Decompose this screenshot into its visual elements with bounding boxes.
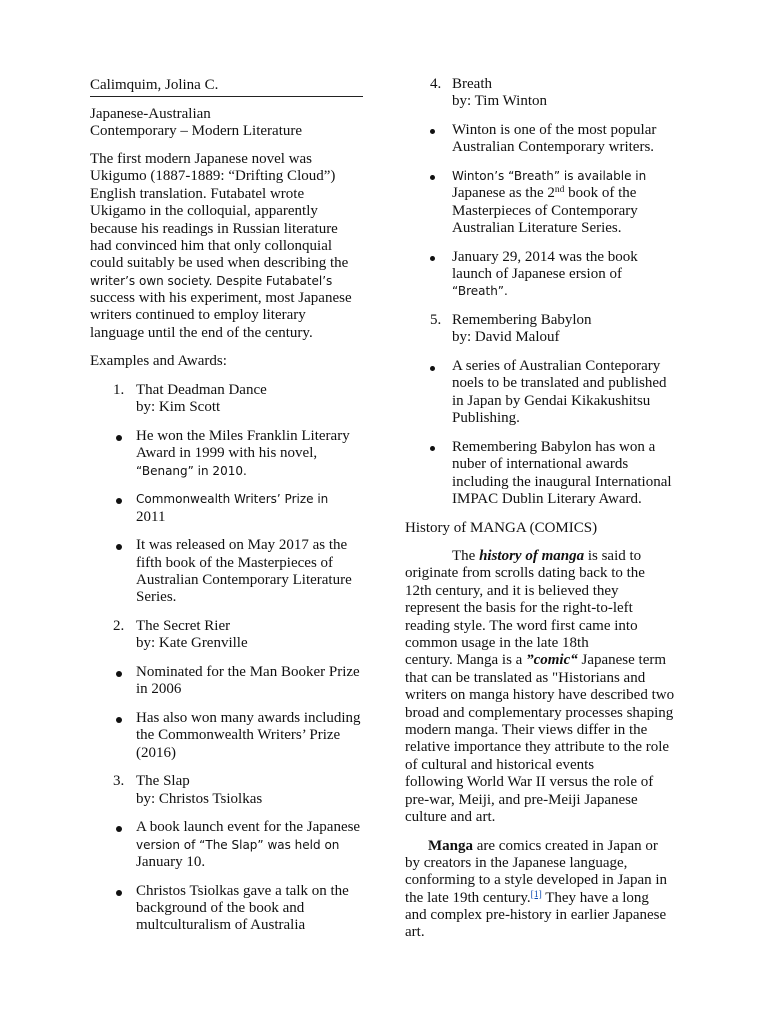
bullet-text-line: noels to be translated and published [452, 375, 667, 392]
paragraph-line: success with his experiment, most Japanese [90, 290, 352, 307]
bullet-item [90, 537, 366, 607]
paragraph-line [405, 838, 725, 855]
subtitle-line: Contemporary – Modern Literature [90, 123, 303, 140]
bullet-item [405, 122, 725, 157]
numbered-item [90, 382, 366, 417]
paragraph-line: relative importance they attribute to the role [405, 739, 670, 756]
work-title: The Secret Rier [136, 618, 231, 635]
text-segment: the late 19th century. [405, 889, 531, 906]
work-title: That Deadman Dance [136, 382, 267, 399]
emphasis-text: ”comic“ [526, 652, 578, 669]
numbered-item [90, 618, 366, 653]
paragraph-line: because his readings in Russian literature [90, 220, 338, 237]
paragraph-line: originate from scrolls dating back to the [405, 565, 645, 582]
bullet-text-line: Remembering Babylon has won a [452, 438, 656, 455]
numbered-item [405, 312, 725, 347]
work-author: by: Christos Tsiolkas [136, 790, 263, 807]
bullet-text-line: multculturalism of Australia [136, 917, 306, 934]
paragraph-line: culture and art. [405, 808, 496, 825]
bullet-item [90, 664, 366, 699]
bullet-text-line: Australian Contemporary Literature [136, 572, 352, 589]
paragraph-line: had convinced him that only collonquial [90, 237, 333, 254]
bullet-text-line: fifth book of the Masterpieces of [136, 554, 334, 571]
paragraph-line: pre-war, Meiji, and pre-Meiji Japanese [405, 791, 638, 808]
numbered-item [405, 76, 725, 111]
bullet-text-line: Publishing. [452, 410, 520, 427]
bullet-text-line: Winton’s “Breath” is available in [452, 168, 647, 183]
text-segment: Japanese term [577, 652, 667, 669]
header-rule [90, 96, 363, 97]
paragraph-line: could suitably be used when describing the [90, 255, 349, 272]
paragraph-line: The first modern Japanese novel was [90, 150, 313, 167]
paragraph-line: Ukigamo in the colloquial, apparently [90, 203, 318, 220]
bullet-text-line: He won the Miles Franklin Literary [136, 427, 350, 444]
bullet-icon [116, 671, 122, 677]
bullet-icon [116, 717, 122, 723]
paragraph-line: by creators in the Japanese language, [405, 854, 628, 871]
bullet-item [90, 710, 366, 762]
bullet-icon [116, 826, 122, 832]
bullet-text-line: Winton is one of the most popular [452, 121, 657, 138]
bullet-text-line: A series of Australian Conteporary [452, 358, 661, 375]
paragraph-line [405, 890, 725, 907]
work-author: by: Kim Scott [136, 399, 221, 416]
paragraph-line: art. [405, 924, 425, 941]
bullet-text-line [452, 185, 725, 202]
bullet-text-line: Australian Literature Series. [452, 220, 622, 237]
numbered-item [90, 773, 366, 808]
paragraph-line: language until the end of the century. [90, 324, 313, 341]
section-heading: History of MANGA (COMICS) [405, 519, 598, 536]
paragraph-line: following World War II versus the role of [405, 774, 654, 791]
paragraph-line: writers on manga history have described two [405, 687, 675, 704]
paragraph-line: common usage in the late 18th [405, 635, 589, 652]
bullet-icon [430, 446, 435, 451]
text-segment: The [452, 548, 480, 565]
bullet-text-line: in Japan by Gendai Kikakushitsu [452, 392, 651, 409]
bullet-item [405, 168, 725, 238]
bullet-icon [116, 498, 122, 504]
bullet-icon [430, 366, 435, 371]
strong-text: Manga [428, 837, 473, 854]
bullet-icon [116, 890, 122, 896]
paragraph-line: Ukigumo (1887-1889: “Drifting Cloud”) [90, 168, 336, 185]
bullet-text-line: version of “The Slap” was held on [136, 837, 340, 852]
paragraph-line [405, 652, 725, 669]
document-subtitle [90, 106, 366, 141]
right-column [405, 76, 725, 942]
subtitle-line: Japanese-Australian [90, 105, 211, 122]
bullet-text-line: “Benang” in 2010. [136, 463, 247, 478]
paragraph-line: that can be translated as "Historians and [405, 669, 646, 686]
bullet-icon [116, 435, 122, 441]
ordinal-suffix: nd [554, 185, 565, 196]
bullet-text-line: in 2006 [136, 681, 182, 698]
bullet-item [90, 819, 366, 871]
bullet-text-line: Series. [136, 589, 177, 606]
paragraph-line: broad and complementary processes shaping [405, 704, 674, 721]
paragraph-line: conforming to a style developed in Japan in [405, 872, 668, 889]
list-number: 5. [430, 312, 442, 329]
bullet-text-line: (2016) [136, 744, 176, 761]
bullet-text-line: 2011 [136, 508, 166, 525]
bullet-text-line: Australian Contemporary writers. [452, 139, 655, 156]
text-segment: Japanese as the 2 [452, 185, 555, 202]
bullet-item [90, 491, 366, 526]
bullet-text-line: January 10. [136, 854, 206, 871]
bullet-text-line: Award in 1999 with his novel, [136, 445, 318, 462]
intro-paragraph [90, 151, 366, 342]
manga-paragraph-1 [405, 548, 725, 826]
paragraph-line: writers continued to employ literary [90, 307, 306, 324]
work-title: Remembering Babylon [452, 312, 592, 329]
bullet-icon [430, 175, 435, 180]
paragraph-line: English translation. Futabatel wrote [90, 185, 305, 202]
paragraph-line: 12th century, and it is believed they [405, 582, 619, 599]
paragraph-line [405, 548, 725, 565]
bullet-text-line: “Breath”. [452, 284, 508, 299]
text-segment: is said to [584, 548, 642, 565]
text-segment: book of the [564, 185, 637, 202]
bullet-item [405, 439, 725, 509]
bullet-text-line: launch of Japanese ersion of [452, 266, 622, 283]
bullet-text-line: A book launch event for the Japanese [136, 819, 361, 836]
author-name: Calimquim, Jolina C. [90, 77, 219, 93]
bullet-text-line: Has also won many awards including [136, 710, 361, 726]
paragraph-line: writer’s own society. Despite Futabatel’s [90, 273, 333, 288]
left-column [90, 77, 366, 935]
examples-heading: Examples and Awards: [90, 353, 227, 370]
work-title: Breath [452, 76, 492, 92]
bullet-text-line: including the inaugural International [452, 473, 672, 490]
bullet-text-line: Commonwealth Writers’ Prize in [136, 492, 329, 507]
bullet-icon [430, 129, 435, 134]
manga-paragraph-2 [405, 838, 725, 942]
bullet-text-line: nuber of international awards [452, 456, 629, 473]
list-number: 2. [113, 618, 125, 635]
bullet-item [405, 358, 725, 428]
bullet-text-line: Christos Tsiolkas gave a talk on the [136, 882, 349, 899]
bullet-text-line: It was released on May 2017 as the [136, 537, 348, 554]
paragraph-line: of cultural and historical events [405, 756, 595, 773]
paragraph-line: modern manga. Their views differ in the [405, 722, 648, 738]
bullet-item [90, 428, 366, 480]
work-author: by: Tim Winton [452, 93, 547, 110]
list-number: 3. [113, 773, 125, 790]
bullet-text-line: IMPAC Dublin Literary Award. [452, 490, 642, 507]
bullet-item [405, 249, 725, 301]
work-author: by: David Malouf [452, 329, 560, 346]
citation-link[interactable]: [1] [530, 889, 542, 900]
paragraph-line: and complex pre-history in earlier Japanese [405, 907, 667, 924]
bullet-item [90, 883, 366, 935]
list-number: 1. [113, 382, 125, 399]
bullet-text-line: January 29, 2014 was the book [452, 248, 638, 265]
paragraph-line: reading style. The word first came into [405, 617, 638, 634]
list-number: 4. [430, 76, 442, 92]
bullet-text-line: Masterpieces of Contemporary [452, 202, 638, 219]
bullet-text-line: Nominated for the Man Booker Prize [136, 664, 360, 681]
bullet-text-line: background of the book and [136, 900, 305, 917]
bullet-text-line: the Commonwealth Writers’ Prize [136, 727, 341, 744]
text-segment: are comics created in Japan or [473, 837, 658, 854]
bullet-icon [430, 256, 435, 261]
text-segment: They have a long [541, 889, 649, 906]
text-segment: century. Manga is a [405, 652, 527, 669]
emphasis-text: history of manga [479, 548, 585, 565]
paragraph-line: represent the basis for the right-to-left [405, 600, 633, 617]
work-title: The Slap [136, 773, 190, 790]
bullet-icon [116, 544, 122, 550]
work-author: by: Kate Grenville [136, 635, 248, 652]
